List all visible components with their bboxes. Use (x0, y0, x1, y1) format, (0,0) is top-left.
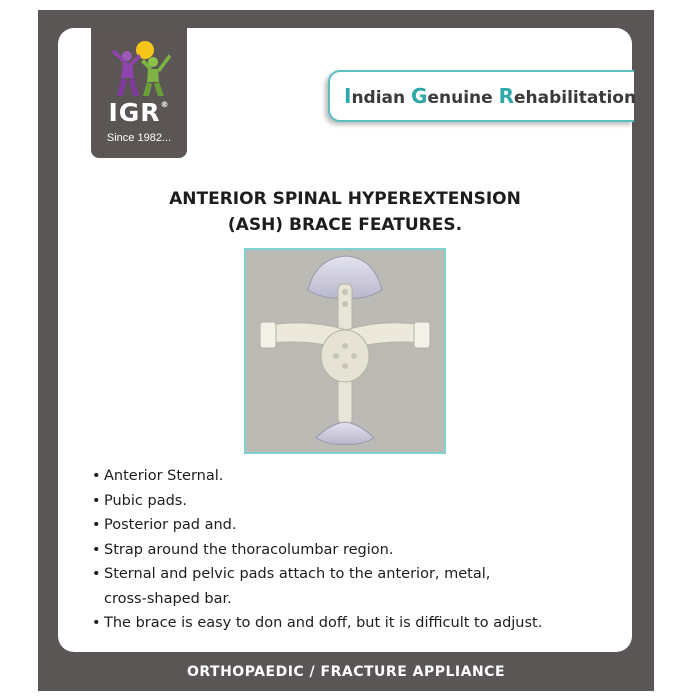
ash-brace-image (246, 250, 444, 452)
organization-name: Indian Genuine Rehabilitation (344, 84, 637, 108)
feature-list (92, 464, 542, 636)
people-logo-icon (105, 40, 173, 98)
page-title (100, 186, 590, 238)
list-item: • The brace is easy to don and doff, but it is difficult to adjust. (92, 615, 543, 631)
list-item: • Sternal and pelvic pads attach to the anterior, metal, (92, 566, 491, 582)
title-line-2: (ASH) BRACE FEATURES. (227, 215, 463, 235)
list-item: • Pubic pads. (92, 492, 187, 509)
list-item: • Strap around the thoracolumbar region. (92, 541, 394, 558)
title-line-1: ANTERIOR SPINAL HYPEREXTENSION (169, 189, 521, 209)
footer-category: ORTHOPAEDIC / FRACTURE APPLIANCE (186, 664, 506, 680)
logo-since-text: Since 1982... (106, 132, 172, 144)
brace-photo (244, 248, 446, 454)
organization-banner (328, 70, 637, 122)
igr-logo (91, 28, 187, 158)
logo-wordmark: IGR® (108, 98, 170, 127)
list-item: • Posterior pad and. (92, 517, 237, 533)
list-item-continuation: cross-shaped bar. (104, 590, 232, 607)
list-item: • Anterior Sternal. (92, 468, 224, 484)
